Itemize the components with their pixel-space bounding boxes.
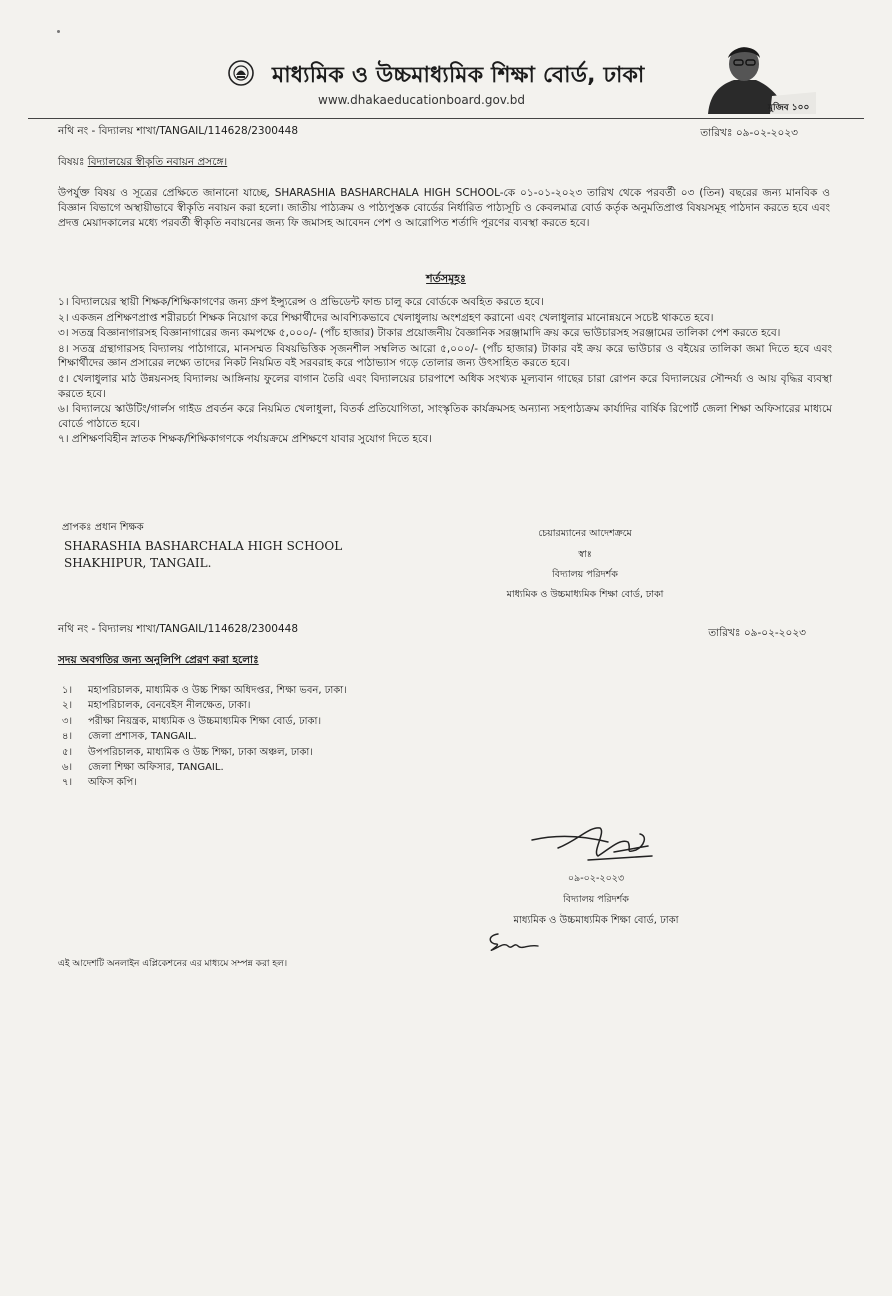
signature-icon — [528, 822, 658, 864]
copy-item-number: ১। — [62, 685, 73, 696]
copy-item-text: উপপরিচালক, মাধ্যমিক ও উচ্চ শিক্ষা, ঢাকা অঞ্চল, ঢাকা। — [88, 746, 313, 758]
copy-item — [62, 683, 562, 698]
copy-item-text: জেলা শিক্ষা অফিসার, TANGAIL. — [88, 762, 224, 774]
copy-item-number: ৪। — [62, 731, 73, 743]
condition-item: ২। একজন প্রশিক্ষণপ্রাপ্ত শরীরচর্চা শিক্ষক নিয়োগ করে শিক্ষার্থীদের আবশ্যিকভাবে খেলাধুলায় অংশগ্রহণ করানো এবং খেলাধুলার মানোন্নয়নে সচেষ্ট থাকতে হবে। — [58, 311, 714, 324]
subject-label: বিষয়ঃ — [58, 156, 85, 168]
page-speck — [57, 30, 60, 33]
copy-memo-date: তারিখঃ ০৯-০২-২০২৩ — [708, 627, 806, 639]
condition-item: ৭। প্রশিক্ষণবিহীন স্নাতক শিক্ষক/শিক্ষিকাগণকে পর্যায়ক্রমে প্রশিক্ষণে যাবার সুযোগ দিতে হবে। — [58, 433, 432, 446]
final-signatory-title: বিদ্যালয় পরিদর্শক — [563, 894, 629, 905]
memo-date: তারিখঃ ০৯-০২-২০২৩ — [700, 127, 798, 139]
copy-item-number: ৭। — [62, 777, 73, 789]
signatory-order: চেয়ারম্যানের আদেশক্রমে — [538, 528, 632, 539]
signatory-signed: স্বাঃ — [578, 549, 592, 560]
final-signature-date: ০৯-০২-২০২৩ — [567, 873, 625, 884]
memo-number: নথি নং - বিদ্যালয় শাখা/TANGAIL/114628/2300448 — [58, 125, 299, 137]
conditions-title: শর্তসমূহঃ — [426, 272, 466, 285]
condition-item: ৩। সতন্ত্র বিজ্ঞানাগারসহ বিজ্ঞানাগারের জন্য কমপক্ষে ৫,০০০/- (পাঁচ হাজার) টাকার প্রয়োজনীয় বৈজ্ঞানিক সরঞ্জামাদি ক্রয় করে ভাউচারসহ সরঞ্জামের তালিকা পেশ করতে হবে। — [58, 327, 781, 340]
recipient-school: SHARASHIA BASHARCHALA HIGH SCHOOL — [64, 539, 343, 553]
condition-item: ১। বিদ্যালয়ের স্থায়ী শিক্ষক/শিক্ষিকাগণের জন্য গ্রুপ ইন্স্যুরেন্স ও প্রভিডেন্ট ফান্ড চালু করে বোর্ডকে অবহিত করতে হবে। — [58, 296, 544, 308]
copy-item — [62, 698, 562, 713]
copy-item-text: মহাপরিচালক, মাধ্যমিক ও উচ্চ শিক্ষা অধিদপ্তর, শিক্ষা ভবন, ঢাকা। — [88, 685, 347, 696]
board-website: www.dhakaeducationboard.gov.bd — [318, 93, 526, 107]
board-seal-icon — [228, 60, 254, 86]
header-divider — [28, 118, 864, 119]
board-title: মাধ্যমিক ও উচ্চমাধ্যমিক শিক্ষা বোর্ড, ঢাকা — [272, 63, 645, 88]
copy-memo-number: নথি নং - বিদ্যালয় শাখা/TANGAIL/114628/2300448 — [58, 623, 299, 635]
copy-item-number: ৬। — [62, 762, 73, 774]
copy-item — [62, 760, 562, 775]
copy-item-text: অফিস কপি। — [88, 777, 137, 789]
body-paragraph: উপর্যুক্ত বিষয় ও সূত্রের প্রেক্ষিতে জানানো যাচ্ছে, SHARASHIA BASHARCHALA HIGH SCHOOL-কে ০১-০১-২০২৩ তারিখ থেকে পরবর্তী ০৩ (তিন) বছরের জন্য মানবিক ও বিজ্ঞান বিভাগে অস্থায়ীভাবে স্বীকৃতি নবায়ন করা হলো। জাতীয় পাঠ্যক্রম ও পাঠ্যপুস্তক বোর্ডের নির্ধারিত পাঠ্যসূচি ও কেবলমাত্র বোর্ড কর্তৃক অনুমতিপ্রাপ্ত বিষয়সমূহ পাঠদান করতে হবে এবং প্রদত্ত মেয়াদকালের মধ্যে পরবর্তী স্বীকৃতি নবায়নের জন্য ফি জমাসহ আবেদন পেশ ও আরোপিত শর্তাদি পূরণের ব্যবস্থা করতে হবে। — [58, 187, 830, 229]
copy-item-text: পরীক্ষা নিয়ন্ত্রক, মাধ্যমিক ও উচ্চমাধ্যমিক শিক্ষা বোর্ড, ঢাকা। — [88, 715, 322, 727]
signatory-title: বিদ্যালয় পরিদর্শক — [552, 569, 618, 580]
copy-item-number: ৫। — [62, 746, 73, 758]
copy-title: সদয় অবগতির জন্য অনুলিপি প্রেরণ করা হলোঃ — [58, 654, 259, 666]
copy-item — [62, 714, 562, 729]
copy-item-text: জেলা প্রশাসক, TANGAIL. — [88, 731, 197, 743]
signatory-org: মাধ্যমিক ও উচ্চমাধ্যমিক শিক্ষা বোর্ড, ঢাকা — [506, 589, 664, 600]
copy-item-text: মহাপরিচালক, বেনবেইস নীলক্ষেত, ঢাকা। — [88, 700, 251, 712]
condition-item: ৪। সতন্ত্র গ্রন্থাগারসহ বিদ্যালয় পাঠাগারে, মানসম্মত বিষয়ভিত্তিক সৃজনশীল সম্বলিত আরো ৫,০০০/- (পাঁচ হাজার) টাকার বই ক্রয় করে ভাউচার ও বইয়ের তালিকা জমা দিতে হবে এবং শিক্ষার্থীদের জ্ঞান প্রসারের লক্ষ্যে তাদের নিকট নিয়মিত বই সরবরাহ করে পাঠাভ্যাস গড়ে তোলার জন্য উৎসাহিত করতে হবে। — [58, 342, 832, 370]
condition-item: ৬। বিদ্যালয়ে স্কাউটিং/গার্লস গাইড প্রবর্তন করে নিয়মিত খেলাধুলা, বিতর্ক প্রতিযোগিতা, সাংস্কৃতিক কার্যক্রমসহ অন্যান্য সহপাঠ্যক্রম কার্যাদির বার্ষিক রিপোর্ট জেলা শিক্ষা অফিসারের মাধ্যমে বোর্ডে পাঠাতে হবে। — [58, 403, 832, 430]
copy-item-number: ৩। — [62, 715, 73, 727]
footer-note: এই আদেশটি অনলাইন এপ্লিকেশনের এর মাধ্যমে সম্পন্ন করা হল। — [58, 959, 288, 969]
conditions-list — [58, 295, 832, 448]
copy-item — [62, 729, 562, 744]
condition-item: ৫। খেলাধুলার মাঠ উন্নয়নসহ বিদ্যালয় আঙ্গিনায় ফুলের বাগান তৈরি এবং বিদ্যালয়ের চারপাশে অধিক সংখ্যক মূল্যবান গাছের চারা রোপন করে বিদ্যালয়ের সৌন্দর্য্য ও আয় বৃদ্ধির ব্যবস্থা করতে হবে। — [58, 372, 832, 400]
copy-item-number: ২। — [62, 700, 73, 712]
mujib-100-caption: মুজিব ১০০ — [768, 103, 810, 113]
recipient-label: প্রাপকঃ প্রধান শিক্ষক — [62, 522, 144, 533]
subject-line — [58, 155, 227, 170]
initials-signature-icon — [484, 930, 544, 956]
final-signatory-org: মাধ্যমিক ও উচ্চমাধ্যমিক শিক্ষা বোর্ড, ঢাকা — [513, 915, 679, 926]
copy-item — [62, 745, 562, 760]
copy-item — [62, 775, 562, 790]
subject-text: বিদ্যালয়ের স্বীকৃতি নবায়ন প্রসঙ্গে। — [87, 156, 228, 168]
copy-list — [62, 683, 562, 791]
recipient-address: SHAKHIPUR, TANGAIL. — [64, 556, 212, 570]
